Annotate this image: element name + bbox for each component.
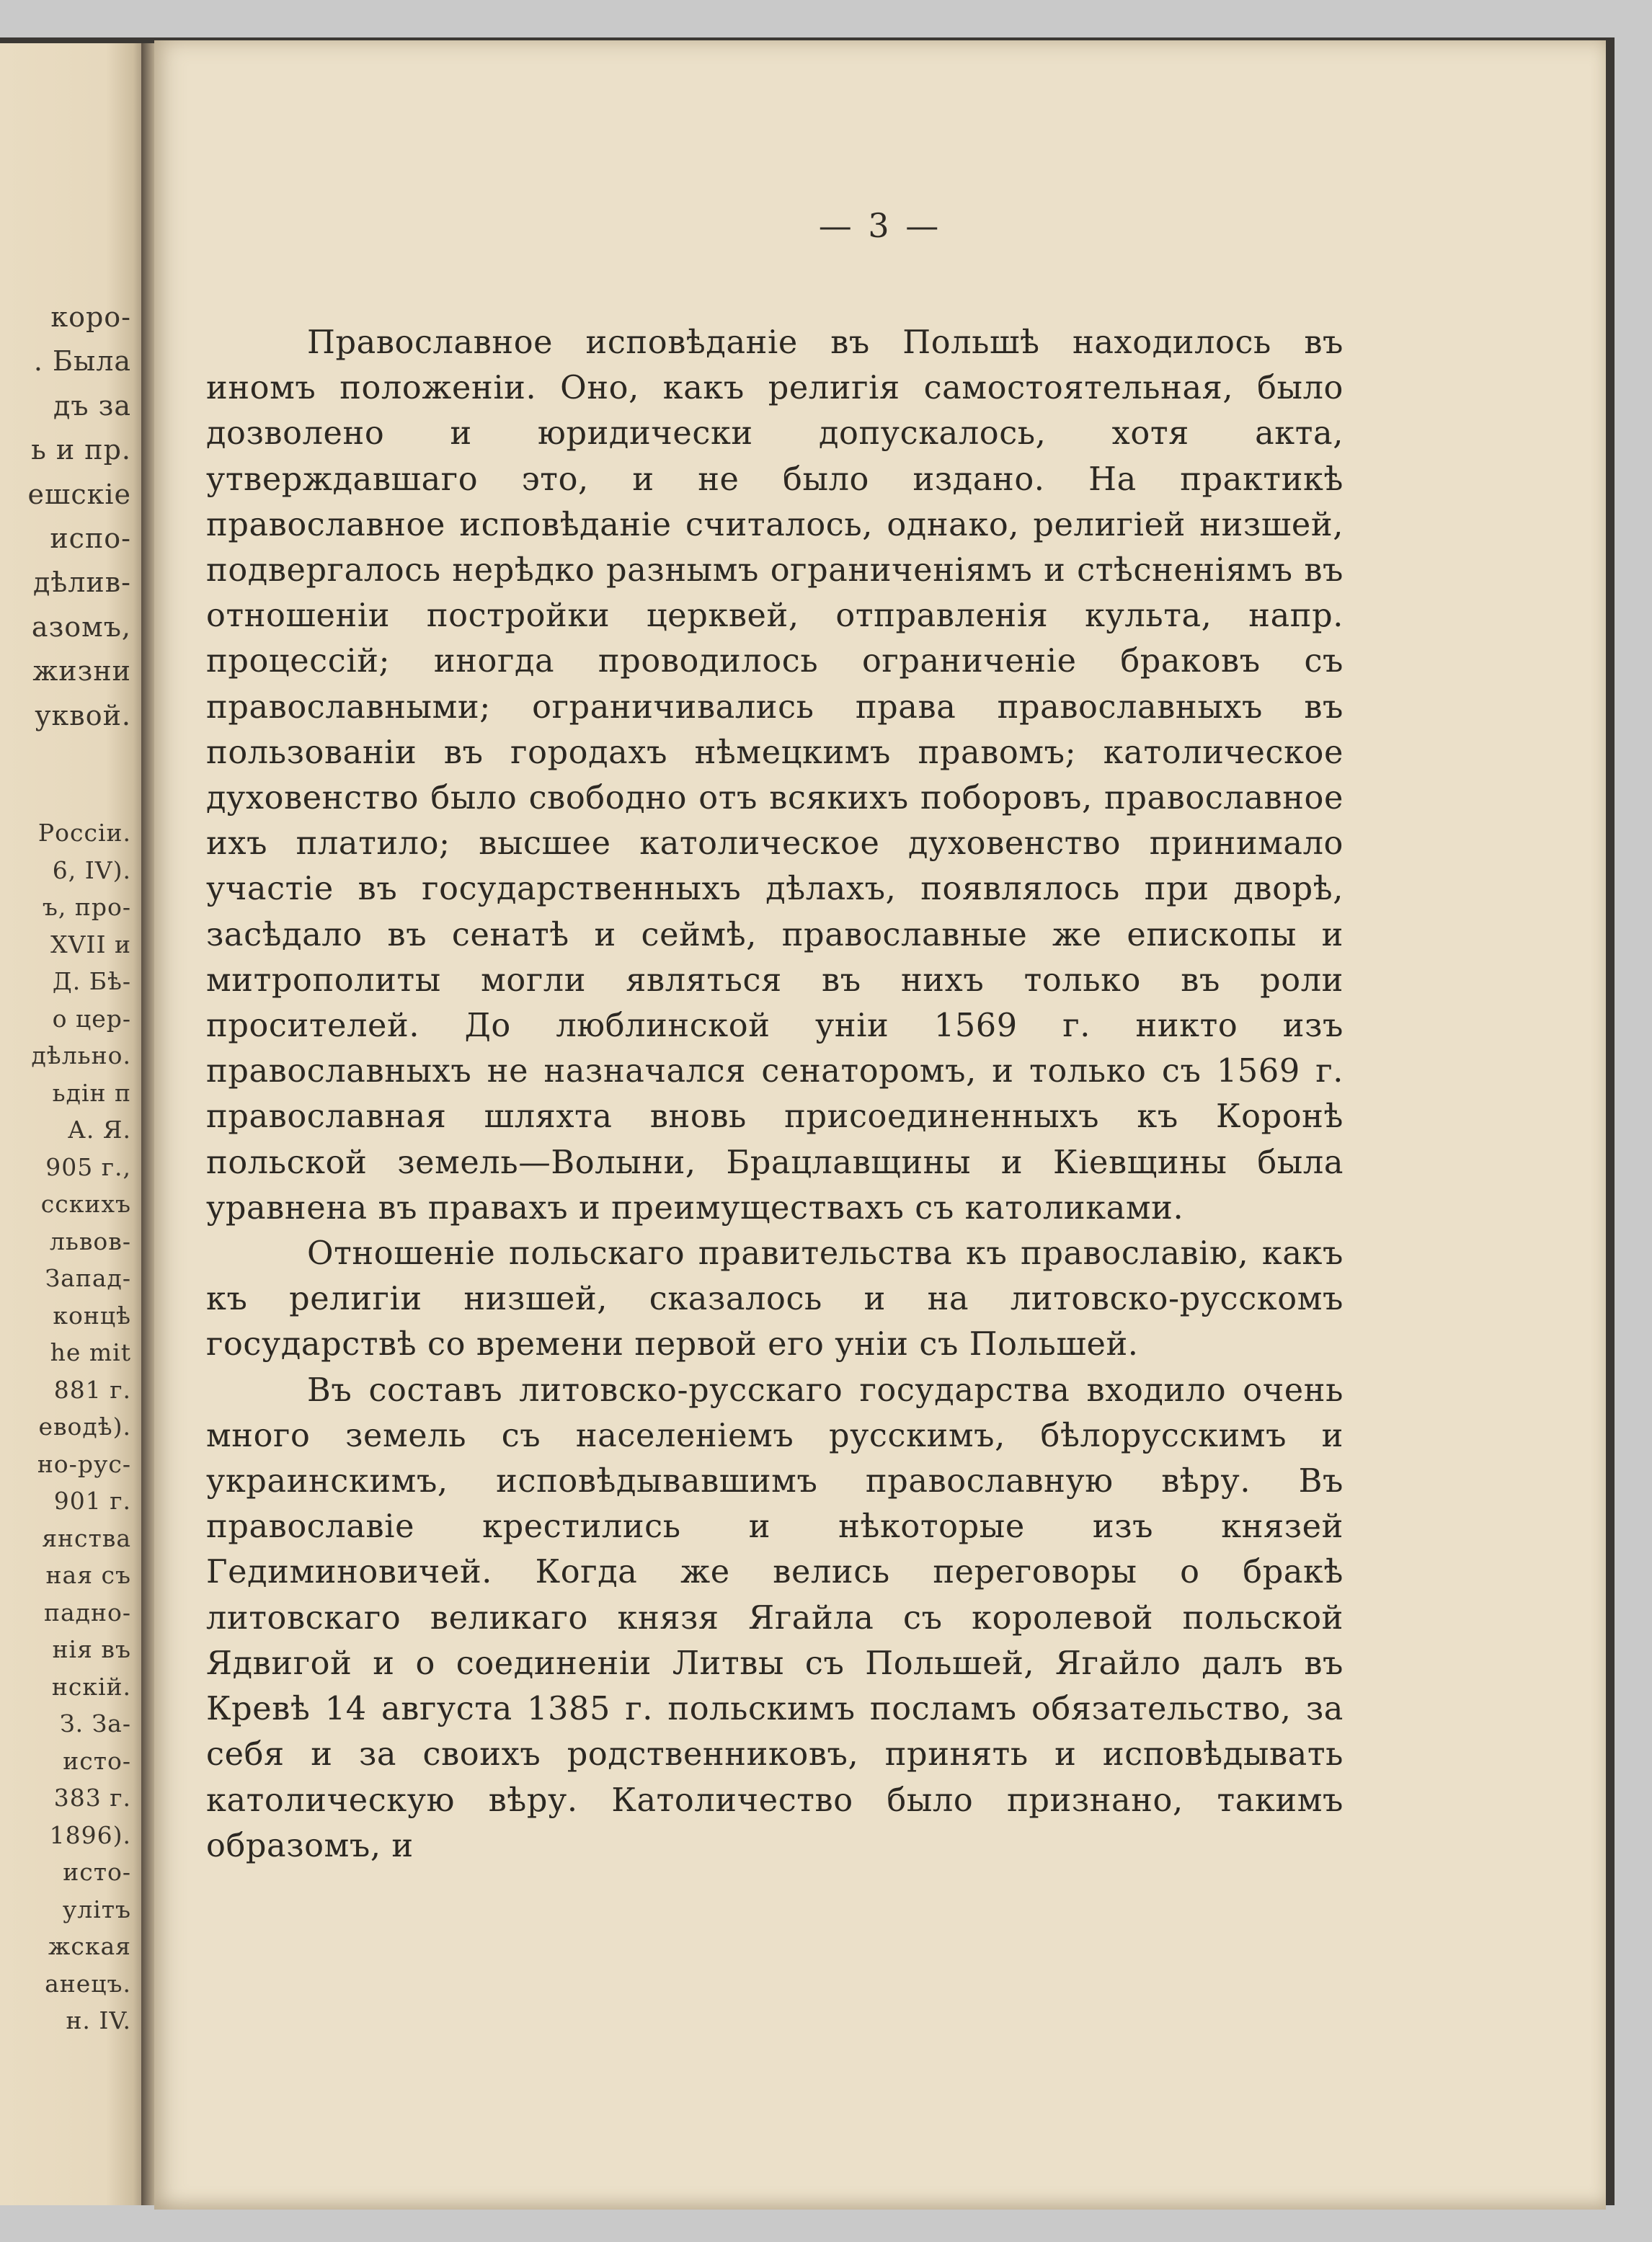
left-page-note-line: нскій. (51, 1672, 131, 1701)
left-page-note-line: З. За- (60, 1709, 131, 1738)
left-page-line: жизни (32, 655, 131, 688)
left-page-note-line: дѣльно. (31, 1041, 131, 1069)
left-page-line: ь и пр. (31, 434, 131, 466)
left-page-note-line: 1896). (49, 1820, 131, 1849)
page-number: — 3 — (818, 206, 942, 245)
left-page-note-line: концѣ (53, 1301, 131, 1330)
left-page-note-line: 905 г., (45, 1152, 131, 1181)
left-page-line: уквой. (35, 699, 131, 731)
left-page-main-fragments (28, 295, 132, 738)
left-page-note-line: львов- (49, 1227, 131, 1255)
left-page-note-line: ъ, про- (42, 893, 131, 921)
paragraph: Православное исповѣданіе въ Польшѣ находилось въ иномъ положеніи. Оно, какъ религія самостоятельная, было дозволено и юридически допускалось, хотя акта, утверждавшаго это, и не было издано. На практикѣ православное исповѣданіе считалось, однако, религіей низшей, подвергалось нерѣдко разнымъ ограниченіямъ и стѣсненіямъ въ отношеніи постройки церквей, отправленія культа, напр. процессій; иногда проводилось ограниченіе браковъ съ православными; ограничивались права православныхъ въ пользованіи въ городахъ нѣмецкимъ правомъ; католическое духовенство было свободно отъ всякихъ поборовъ, православное ихъ платило; высшее католическое духовенство принимало участіе въ государственныхъ дѣлахъ, появлялось при дворѣ, засѣдало въ сенатѣ и сеймѣ, православные же епископы и митрополиты могли являться въ нихъ только въ роли просителей. До люблинской уніи 1569 г. никто изъ православныхъ не назначался сенаторомъ, и только съ 1569 г. православная шляхта вновь присоединенныхъ къ Коронѣ польской земель—Волыни, Брацлавщины и Кіевщины была уравнена въ правахъ и преимуществахъ съ католиками. (206, 324, 1344, 1227)
paragraph: Въ составъ литовско-русскаго государства входило очень много земель съ населеніемъ русскимъ, бѣлорусскимъ и украинскимъ, исповѣдывавшимъ православную вѣру. Въ православіе крестились и нѣкоторые изъ князей Гедиминовичей. Когда же велись переговоры о бракѣ литовскаго великаго князя Ягайла съ королевой польской Ядвигой и о соединеніи Литвы съ Польшей, Ягайло далъ въ Кревѣ 14 августа 1385 г. польскимъ посламъ обязательство, за себя и за своихъ родственниковъ, принять и исповѣдывать католическую вѣру. Католичество было признано, такимъ образомъ, и (206, 1371, 1344, 1864)
left-page-note-line: 6, IV). (52, 855, 131, 884)
left-page-note-line: нія въ (52, 1635, 131, 1663)
left-page-note-line: янства (42, 1523, 131, 1552)
left-page-note-line: о цер- (52, 1004, 131, 1033)
left-page-line: дъ за (53, 389, 131, 422)
left-page-line: корo- (50, 301, 131, 333)
left-page (0, 43, 151, 2205)
left-page-note-line: еводѣ). (38, 1413, 131, 1441)
left-page-note-line: анецъ. (45, 1969, 131, 1998)
right-page (154, 40, 1606, 2210)
left-page-line: дѣлив- (32, 566, 131, 599)
body-text (206, 320, 1344, 1869)
left-page-note-line: исто- (63, 1746, 131, 1775)
left-page-note-line: Россіи. (37, 819, 131, 847)
left-page-note-line: XVII и (50, 930, 131, 958)
left-page-note-line: Запад- (45, 1264, 131, 1292)
left-page-note-line: улітъ (62, 1895, 131, 1923)
left-page-note-line: ная съ (45, 1561, 131, 1589)
left-page-note-line: ьдін п (52, 1078, 131, 1107)
left-page-note-line: жская (48, 1932, 131, 1960)
left-page-line: . Была (33, 345, 131, 378)
left-page-note-line: сскихъ (40, 1190, 131, 1218)
left-page-note-line: падно- (43, 1598, 131, 1627)
left-page-note-line: 881 г. (53, 1375, 131, 1404)
left-page-notes-fragments (31, 814, 131, 2039)
left-page-note-line: he mit (50, 1338, 131, 1366)
left-page-note-line: 383 г. (53, 1784, 131, 1812)
left-page-note-line: исто- (63, 1858, 131, 1886)
left-page-note-line: А. Я. (67, 1116, 131, 1144)
left-page-note-line: 901 г. (53, 1487, 131, 1515)
left-page-note-line: но-рус- (37, 1449, 131, 1478)
left-page-line: испо- (50, 522, 131, 555)
left-page-note-line: н. IV. (66, 2006, 131, 2034)
paragraph: Отношеніе польскаго правительства къ православію, какъ къ религіи низшей, сказалось и на литовско-русскомъ государствѣ со времени первой его уніи съ Польшей. (206, 1235, 1344, 1364)
left-page-note-line: Д. Бѣ- (52, 967, 131, 995)
left-page-line: азомъ, (31, 610, 131, 643)
left-page-line: ешскіе (27, 478, 131, 510)
